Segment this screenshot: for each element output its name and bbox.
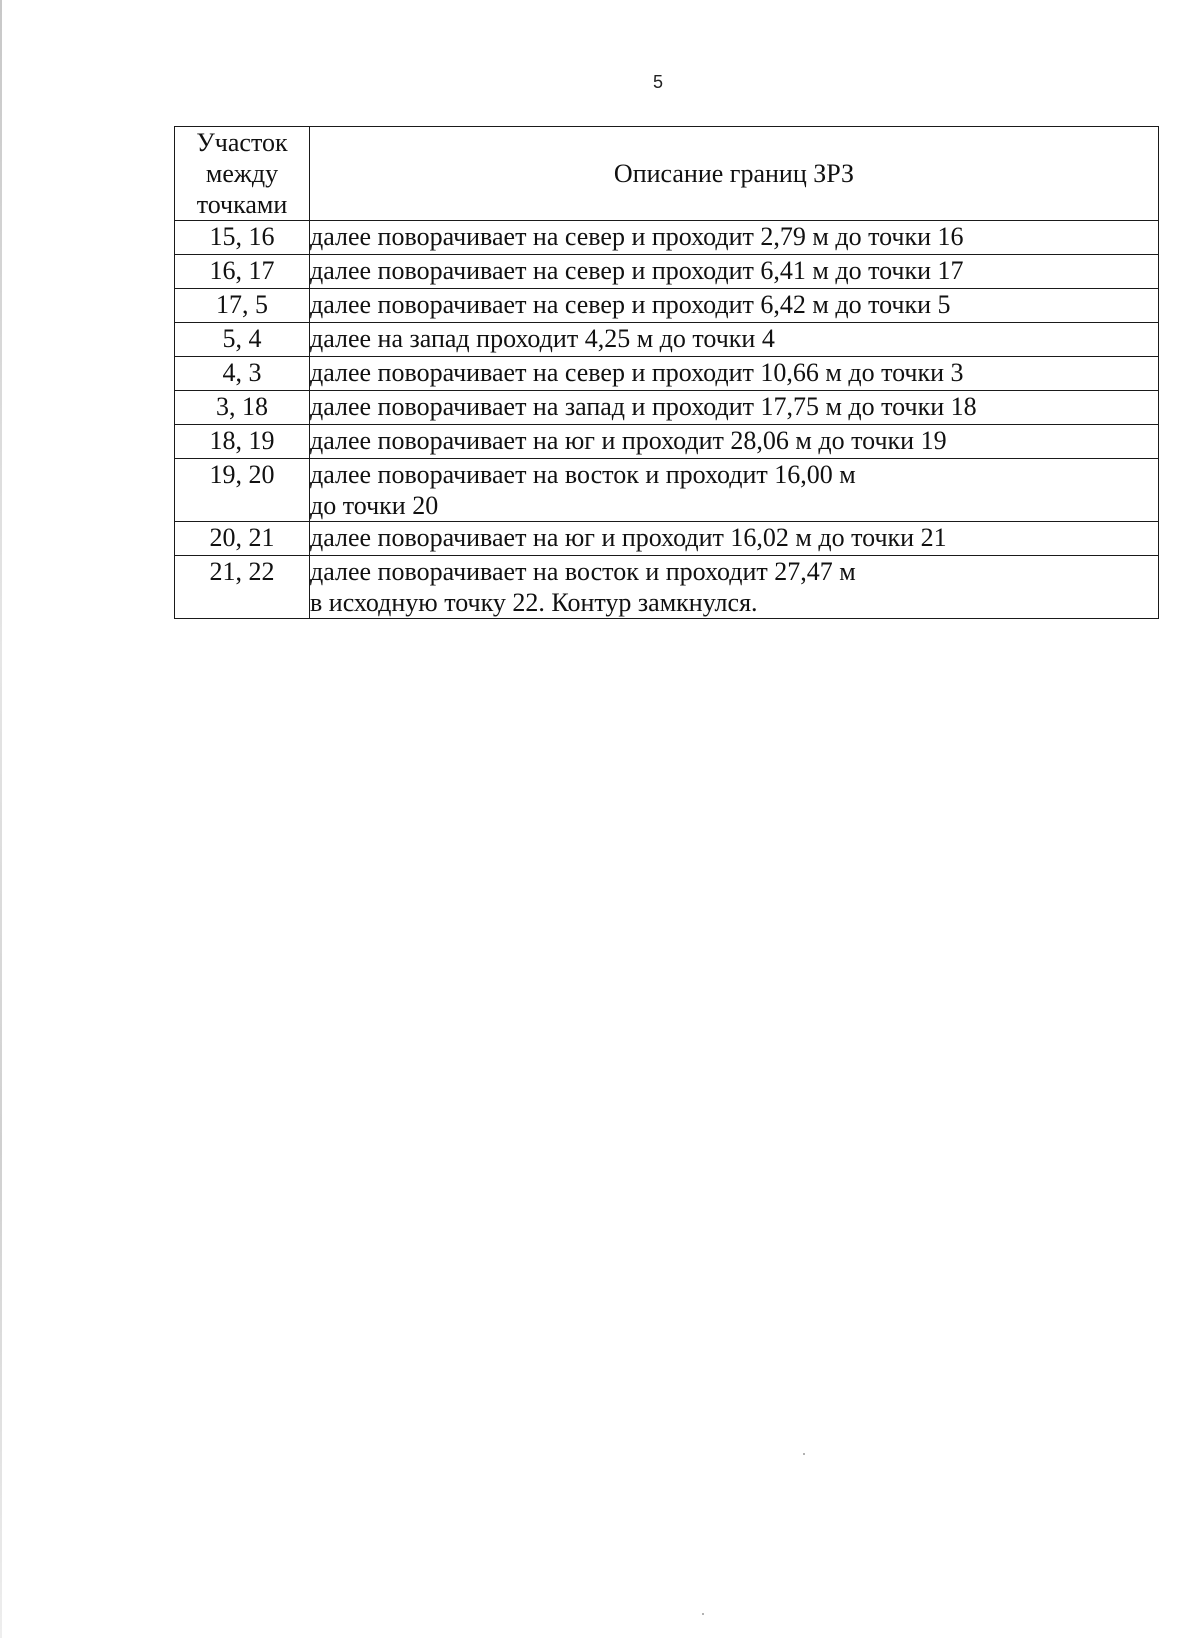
header-segment-line: между xyxy=(205,159,279,188)
table-row xyxy=(175,289,1159,323)
table-row xyxy=(175,425,1159,459)
description-line: далее поворачивает на запад и проходит 17,75 м до точки 18 xyxy=(310,392,977,421)
description-cell xyxy=(310,289,1159,323)
scan-speck xyxy=(702,1613,704,1615)
description-cell xyxy=(310,425,1159,459)
segment-cell: 4, 3 xyxy=(175,357,310,391)
zrz-borders-table xyxy=(174,126,1159,619)
description-cell xyxy=(310,459,1159,522)
table-header-row xyxy=(175,127,1159,221)
segment-cell: 5, 4 xyxy=(175,323,310,357)
segment-cell: 16, 17 xyxy=(175,255,310,289)
segment-cell: 18, 19 xyxy=(175,425,310,459)
segment-cell: 17, 5 xyxy=(175,289,310,323)
table-row xyxy=(175,221,1159,255)
segment-cell: 3, 18 xyxy=(175,391,310,425)
table-row xyxy=(175,357,1159,391)
table-row xyxy=(175,556,1159,619)
table-row xyxy=(175,459,1159,522)
description-line: далее на запад проходит 4,25 м до точки 4 xyxy=(310,324,775,353)
description-cell xyxy=(310,221,1159,255)
header-segment-line: точками xyxy=(196,190,288,219)
description-cell xyxy=(310,556,1159,619)
segment-cell: 21, 22 xyxy=(175,556,310,619)
segment-cell: 20, 21 xyxy=(175,522,310,556)
description-cell xyxy=(310,323,1159,357)
description-cell xyxy=(310,255,1159,289)
table-row xyxy=(175,323,1159,357)
segment-cell: 19, 20 xyxy=(175,459,310,522)
table-row xyxy=(175,391,1159,425)
header-segment-line: Участок xyxy=(196,128,288,157)
description-cell xyxy=(310,522,1159,556)
scan-speck xyxy=(803,1453,805,1455)
description-line: далее поворачивает на север и проходит 6,42 м до точки 5 xyxy=(310,290,951,319)
description-line: далее поворачивает на юг и проходит 28,06 м до точки 19 xyxy=(310,426,947,455)
description-line: далее поворачивает на север и проходит 2,79 м до точки 16 xyxy=(310,222,964,251)
description-line: далее поворачивает на север и проходит 10,66 м до точки 3 xyxy=(310,358,964,387)
description-line: в исходную точку 22. Контур замкнулся. xyxy=(310,588,758,617)
description-cell xyxy=(310,391,1159,425)
scan-edge-shadow xyxy=(0,0,2,1638)
description-line: до точки 20 xyxy=(310,491,439,520)
header-segment-cell xyxy=(175,127,310,221)
page-number: 5 xyxy=(652,72,663,92)
table-row xyxy=(175,522,1159,556)
description-line: далее поворачивает на восток и проходит 27,47 м xyxy=(310,557,856,586)
description-cell xyxy=(310,357,1159,391)
header-description-cell: Описание границ ЗРЗ xyxy=(310,127,1159,221)
description-line: далее поворачивает на юг и проходит 16,02 м до точки 21 xyxy=(310,523,947,552)
description-line: далее поворачивает на север и проходит 6,41 м до точки 17 xyxy=(310,256,964,285)
description-line: далее поворачивает на восток и проходит 16,00 м xyxy=(310,460,856,489)
table-row xyxy=(175,255,1159,289)
segment-cell: 15, 16 xyxy=(175,221,310,255)
